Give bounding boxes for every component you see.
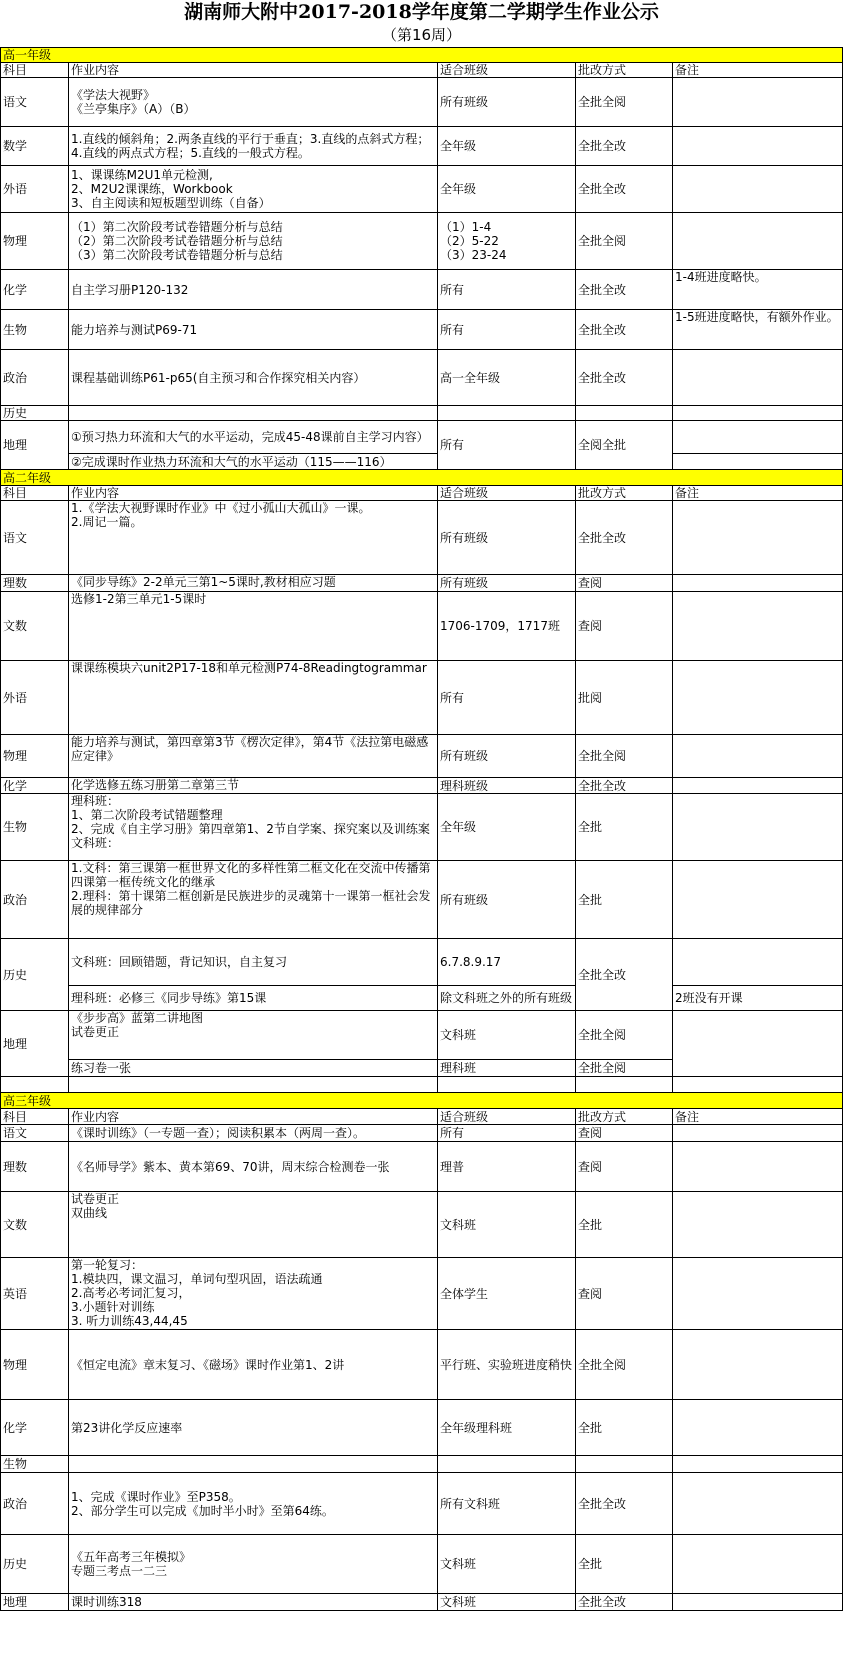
homework-table [0,47,843,1611]
class-cell [438,661,576,735]
section-header-row [1,470,843,486]
note-cell [673,1400,843,1456]
cell-line: 1、课课练M2U1单元检测, [71,168,213,182]
column-header: 批改方式 [576,63,673,78]
cell-line: 1、第二次阶段考试错题整理 [71,808,223,822]
method-cell: 全批全阅 [576,213,673,270]
content-cell [69,350,438,406]
subject-cell: 语文 [1,1125,69,1142]
cell-line: 所有 [440,690,465,705]
note-cell [673,421,843,454]
class-cell [438,213,576,270]
cell-line: 《兰亭集序》（A）（B） [71,102,196,116]
column-header: 作业内容 [69,63,438,78]
cell-line: 1.文科：第三课第一框世界文化的多样性第二框文化在交流中传播第四课第一框传统文化的继承 [71,861,431,889]
empty-cell [69,1077,438,1093]
cell-line: 化学选修五练习册第二章第三节 [71,778,240,792]
cell-line: 能力培养与测试，第四章第3节《楞次定律》，第4节《法拉第电磁感应定律》 [71,735,429,763]
method-cell: 全批全阅 [576,735,673,778]
class-cell [438,592,576,661]
note-cell [673,406,843,421]
note-cell [673,127,843,166]
cell-line: 2、部分学生可以完成《加时半小时》至第64练。 [71,1503,334,1518]
method-cell: 全批全改 [576,166,673,213]
subject-cell: 外语 [1,166,69,213]
note-cell [673,778,843,794]
column-header: 适合班级 [438,63,576,78]
content-cell [69,1258,438,1330]
table-row [1,735,843,778]
table-row [1,1142,843,1192]
table-row [1,986,843,1011]
cell-line: 1、完成《课时作业》至P358。 [71,1489,241,1504]
table-row [1,1192,843,1258]
class-cell [438,778,576,794]
table-row [1,939,843,986]
table-row [1,1258,843,1330]
method-cell: 全批 [576,1192,673,1258]
content-cell [69,575,438,592]
note-cell [673,1125,843,1142]
section-header-row [1,1093,843,1109]
content-cell [69,1473,438,1535]
note-cell [673,78,843,127]
class-cell [438,1473,576,1535]
subject-cell: 数学 [1,127,69,166]
table-row [1,1011,843,1060]
method-cell: 查阅 [576,592,673,661]
cell-line: 2.理科：第十课第二框创新是民族进步的灵魂第十一课第一框社会发展的规律部分 [71,889,431,917]
subject-cell: 英语 [1,1258,69,1330]
cell-line: 所有 [440,1126,465,1140]
note-cell [673,310,843,350]
section-header-row [1,48,843,63]
method-cell: 全批全改 [576,270,673,310]
cell-line: 1-4班进度略快。 [675,270,767,284]
content-cell [69,270,438,310]
cell-line: 全年级 [440,139,477,153]
method-cell: 查阅 [576,1258,673,1330]
note-cell [673,1473,843,1535]
table-row [1,310,843,350]
column-header: 科目 [1,1109,69,1125]
cell-line: 所有班级 [440,576,489,590]
content-cell [69,127,438,166]
content-cell [69,661,438,735]
table-row [1,166,843,213]
content-cell [69,1400,438,1456]
cell-line: 3. 听力训练43,44,45 [71,1314,188,1328]
column-header: 科目 [1,63,69,78]
table-row [1,1594,843,1611]
subject-cell: 语文 [1,501,69,575]
class-cell [438,1400,576,1456]
cell-line: 《课时训练》（一专题一查）；阅读积累本（两周一查）。 [71,1126,366,1140]
subject-cell: 外语 [1,661,69,735]
subject-cell: 理数 [1,575,69,592]
cell-line: 第一轮复习： [71,1258,144,1272]
column-header: 适合班级 [438,1109,576,1125]
cell-line: （3）第二次阶段考试卷错题分析与总结 [71,248,283,262]
cell-line: 1-5班进度略快，有额外作业。 [675,310,839,324]
table-row [1,592,843,661]
method-cell: 全批 [576,794,673,861]
cell-line: 文科班 [440,1217,477,1232]
note-cell [673,1456,843,1473]
table-row [1,575,843,592]
class-cell: 理科班 [438,1060,576,1077]
cell-line: 理普 [440,1159,465,1174]
section-label: 高一年级 [1,48,843,63]
cell-line: 文科班 [440,1557,477,1571]
class-cell [438,1594,576,1611]
empty-cell [576,1077,673,1093]
class-cell [438,127,576,166]
cell-line: 《恒定电流》章末复习、《磁场》课时作业第1、2讲 [71,1357,345,1372]
class-cell [438,406,576,421]
note-cell [673,794,843,861]
table-row [1,1456,843,1473]
page-title: 湖南师大附中2017-2018学年度第二学期学生作业公示 [184,1,659,23]
class-cell [438,1142,576,1192]
section-label: 高二年级 [1,470,843,486]
note-cell [673,861,843,939]
cell-line: 1.模块四，课文温习，单词句型巩固，语法疏通 [71,1272,323,1286]
method-cell: 查阅 [576,1125,673,1142]
note-cell [673,270,843,310]
column-header-row [1,1109,843,1125]
note-cell [673,350,843,406]
cell-line: 《同步导练》2-2单元三第1~5课时,教材相应习题 [71,575,336,589]
content-cell [69,861,438,939]
method-cell: 全批 [576,1535,673,1594]
table-row [1,406,843,421]
cell-line: 文科班： [71,836,120,850]
cell-line: 所有 [440,322,465,337]
cell-line: 1706-1709，1717班 [440,619,560,633]
note-cell [673,1011,843,1077]
week-subtitle: （第16周） [381,26,462,44]
method-cell: 全批全改 [576,350,673,406]
table-row [1,127,843,166]
class-cell [438,861,576,939]
table-row [1,78,843,127]
method-cell: 全批 [576,1400,673,1456]
empty-cell [673,1077,843,1093]
class-cell [438,1125,576,1142]
note-cell [673,575,843,592]
method-cell: 全阅全批 [576,421,673,470]
subject-cell: 生物 [1,794,69,861]
content-cell [69,1125,438,1142]
content-cell: ②完成课时作业热力环流和大气的水平运动（115——116） [69,454,438,470]
cell-line: 能力培养与测试P69-71 [71,322,198,337]
cell-line: 理科班级 [440,778,489,793]
class-cell [438,166,576,213]
class-cell [438,1535,576,1594]
table-row [1,213,843,270]
method-cell: 全批 [576,861,673,939]
content-cell [69,1142,438,1192]
subject-cell: 历史 [1,939,69,1011]
content-cell [69,406,438,421]
table-row [1,1535,843,1594]
column-header: 批改方式 [576,486,673,501]
class-cell: 6.7.8.9.17 [438,939,576,986]
table-row [1,350,843,406]
class-cell [438,350,576,406]
table-row [1,1473,843,1535]
cell-line: 全年级 [440,182,477,196]
content-cell [69,213,438,270]
note-cell [673,735,843,778]
class-cell [438,794,576,861]
cell-line: 双曲线 [71,1206,108,1220]
method-cell: 查阅 [576,1142,673,1192]
content-cell [69,1330,438,1400]
cell-line: 课课练模块六unit2P17-18和单元检测P74-8Readingtogrammar [71,661,427,675]
method-cell: 全批全阅 [576,78,673,127]
column-header: 作业内容 [69,486,438,501]
cell-line: （2）5-22 [440,234,499,248]
subject-cell: 历史 [1,1535,69,1594]
content-cell [69,778,438,794]
content-cell [69,78,438,127]
cell-line: 全年级理科班 [440,1420,513,1435]
method-cell [576,1456,673,1473]
cell-line: 试卷更正 [71,1192,120,1206]
content-cell [69,592,438,661]
content-cell [69,735,438,778]
subject-cell: 生物 [1,1456,69,1473]
content-cell [69,1594,438,1611]
content-cell [69,501,438,575]
column-header-row [1,63,843,78]
method-cell: 全批全阅 [576,1011,673,1060]
subject-cell: 文数 [1,592,69,661]
cell-line: 2.高考必考词汇复习， [71,1286,191,1300]
cell-line: 专题三考点一二三 [71,1564,168,1578]
column-header: 作业内容 [69,1109,438,1125]
cell-line: 所有班级 [440,95,489,109]
note-cell [673,1142,843,1192]
empty-row [1,1077,843,1093]
cell-line: 3、自主阅读和短板题型训练（自备） [71,196,271,210]
cell-line: 《学法大视野》 [71,88,156,102]
method-cell: 全批全改 [576,939,673,1011]
cell-line: 《步步高》蓝第二讲地图 [71,1011,204,1025]
cell-line: （1）第二次阶段考试卷错题分析与总结 [71,220,283,234]
class-cell [438,1192,576,1258]
cell-line: 3.小题针对训练 [71,1300,155,1314]
subject-cell: 物理 [1,1330,69,1400]
column-header: 批改方式 [576,1109,673,1125]
cell-line: （3）23-24 [440,248,507,262]
section-label: 高三年级 [1,1093,843,1109]
method-cell: 全批全改 [576,778,673,794]
class-cell [438,310,576,350]
method-cell: 全批全改 [576,127,673,166]
note-cell [673,1535,843,1594]
cell-line: 所有班级 [440,530,489,545]
subject-cell: 化学 [1,1400,69,1456]
cell-line: 所有班级 [440,892,489,907]
note-cell [673,1258,843,1330]
class-cell [438,1258,576,1330]
table-row [1,454,843,470]
subject-cell: 历史 [1,406,69,421]
table-row [1,661,843,735]
empty-cell [438,1077,576,1093]
class-cell: 除文科班之外的所有班级 [438,986,576,1011]
table-row [1,421,843,454]
subject-cell: 化学 [1,270,69,310]
content-cell: 练习卷一张 [69,1060,438,1077]
subject-cell: 地理 [1,421,69,470]
class-cell [438,78,576,127]
class-cell [438,1456,576,1473]
content-cell [69,794,438,861]
subject-cell: 地理 [1,1011,69,1077]
class-cell [438,270,576,310]
cell-line: 高一全年级 [440,370,501,385]
subject-cell: 理数 [1,1142,69,1192]
subject-cell: 地理 [1,1594,69,1611]
table-row [1,1125,843,1142]
note-cell [673,213,843,270]
subject-cell: 化学 [1,778,69,794]
cell-line: 2、M2U2课课练，Workbook [71,182,233,196]
note-cell [673,1192,843,1258]
subject-cell: 物理 [1,735,69,778]
cell-line: 2、完成《自主学习册》第四章第1、2节自学案、探究案以及训练案 [71,822,430,836]
cell-line: 试卷更正 [71,1025,120,1039]
column-header: 备注 [673,63,843,78]
column-header: 科目 [1,486,69,501]
method-cell: 全批全改 [576,501,673,575]
class-cell: 文科班 [438,1011,576,1060]
cell-line: 所有文科班 [440,1496,501,1511]
note-cell [673,1330,843,1400]
note-cell [673,661,843,735]
table-row [1,861,843,939]
subject-cell: 政治 [1,1473,69,1535]
cell-line: 1.直线的倾斜角；2.两条直线的平行于垂直；3.直线的点斜式方程；4.直线的两点式方程；5.直线的一般式方程。 [71,132,430,160]
subject-cell: 政治 [1,861,69,939]
note-cell [673,166,843,213]
content-cell [69,166,438,213]
subject-cell: 物理 [1,213,69,270]
class-cell [438,1330,576,1400]
method-cell: 全批全阅 [576,1060,673,1077]
content-cell [69,310,438,350]
cell-line: （2）第二次阶段考试卷错题分析与总结 [71,234,283,248]
content-cell [69,1011,438,1060]
content-cell: 文科班：回顾错题，背记知识，自主复习 [69,939,438,986]
note-cell [673,501,843,575]
content-cell: ①预习热力环流和大气的水平运动，完成45-48课前自主学习内容） [69,421,438,454]
cell-line: 理科班： [71,794,120,808]
subject-cell: 生物 [1,310,69,350]
method-cell: 全批全改 [576,310,673,350]
subject-cell: 文数 [1,1192,69,1258]
cell-line: 选修1-2第三单元1-5课时 [71,592,207,606]
subject-cell: 语文 [1,78,69,127]
method-cell [576,406,673,421]
class-cell [438,501,576,575]
cell-line: 《五年高考三年模拟》 [71,1550,192,1564]
method-cell: 全批全阅 [576,1330,673,1400]
cell-line: （1）1-4 [440,220,492,234]
cell-line: 文科班 [440,1595,477,1609]
column-header: 适合班级 [438,486,576,501]
class-cell [438,575,576,592]
method-cell: 全批全改 [576,1594,673,1611]
note-cell: 2班没有开课 [673,986,843,1011]
column-header: 备注 [673,486,843,501]
method-cell: 批阅 [576,661,673,735]
empty-cell [1,1077,69,1093]
cell-line: 课时训练318 [71,1595,142,1609]
content-cell [69,1535,438,1594]
column-header-row [1,486,843,501]
table-row [1,270,843,310]
cell-line: 全体学生 [440,1286,489,1301]
note-cell [673,454,843,470]
cell-line: 平行班、实验班进度稍快 [440,1357,573,1372]
content-cell [69,1456,438,1473]
method-cell: 全批全改 [576,1473,673,1535]
cell-line: 所有班级 [440,749,489,763]
table-row [1,1330,843,1400]
cell-line: 1.《学法大视野课时作业》中《过小孤山大孤山》一课。 [71,501,371,515]
table-row [1,778,843,794]
class-cell [438,735,576,778]
method-cell: 查阅 [576,575,673,592]
cell-line: 所有 [440,282,465,297]
table-row [1,1400,843,1456]
cell-line: 2.周记一篇。 [71,515,143,529]
note-cell [673,592,843,661]
cell-line: 全年级 [440,820,477,834]
column-header: 备注 [673,1109,843,1125]
class-cell: 所有 [438,421,576,470]
note-cell [673,1594,843,1611]
table-row [1,501,843,575]
table-row [1,794,843,861]
subject-cell: 政治 [1,350,69,406]
content-cell: 理科班：必修三《同步导练》第15课 [69,986,438,1011]
cell-line: 自主学习册P120-132 [71,282,189,297]
cell-line: 课程基础训练P61-p65(自主预习和合作探究相关内容） [71,370,366,385]
content-cell [69,1192,438,1258]
cell-line: 第23讲化学反应速率 [71,1420,183,1435]
cell-line: 《名师导学》紫本、黄本第69、70讲，周末综合检测卷一张 [71,1159,390,1174]
note-cell [673,939,843,986]
